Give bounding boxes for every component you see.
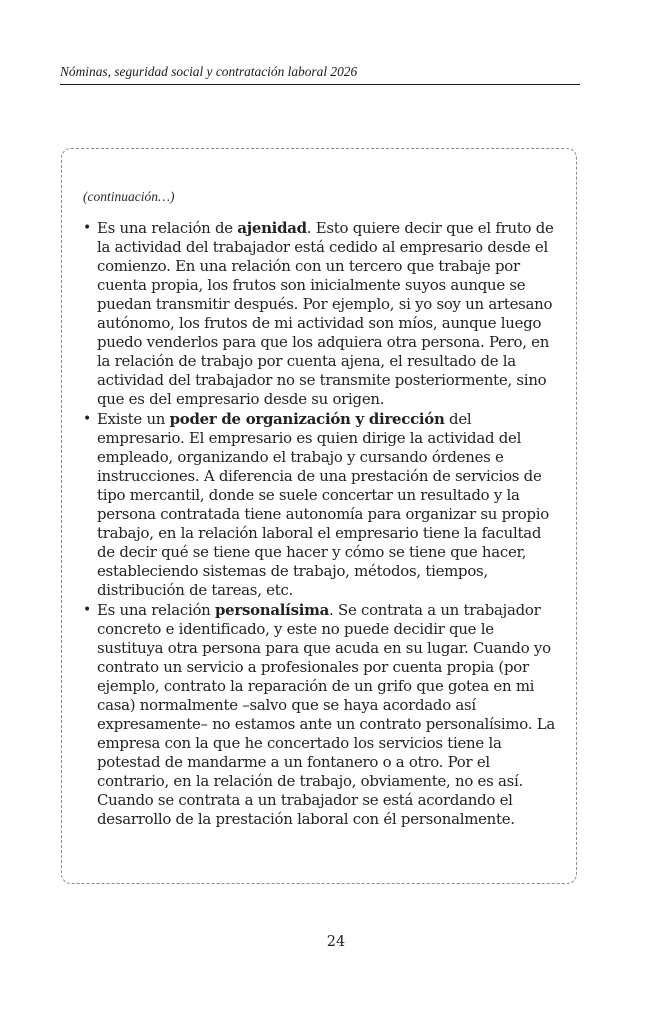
bullet-marker: • <box>83 411 92 427</box>
bullet-term: ajenidad <box>237 219 307 237</box>
running-header: Nóminas, seguridad social y contratación laboral 2026 <box>60 64 358 79</box>
bullet-body: del empresario. El empresario es quien dirige la actividad del empleado, organizando el trabajo y cursando órdenes e instrucciones. A diferencia de una prestación de servicios de tipo mercantil, donde se suele concertar un resultado y la persona contratada tiene autonomía para organizar su propio trabajo, en la relación laboral el empresario tiene la facultad de decir qué se tiene que hacer y cómo se tiene que hacer, estableciendo sistemas de trabajo, métodos, tiempos, distribución de tareas, etc. <box>97 410 549 599</box>
bullet-body: . Se contrata a un trabajador concreto e identificado, y este no puede decidir que le sustituya otra persona para que acuda en su lugar. Cuando yo contrato un servicio a profesionales por cuenta propia (por ejemplo, contrato la reparación de un grifo que gotea en mi casa) normalmente –salvo que se haya acordado así expresamente– no estamos ante un contrato personalísimo. La empresa con la que he concertado los servicios tiene la potestad de mandarme a un fontanero o a otro. Por el contrario, en la relación de trabajo, obviamente, no es así. Cuando se contrata a un trabajador se está acordando el desarrollo de la prestación laboral con él personalmente. <box>97 601 555 828</box>
bullet-marker: • <box>83 220 92 236</box>
bullet-item-personalisima <box>80 601 560 829</box>
bullet-item-poder-organizacion <box>80 410 560 600</box>
bullet-intro: Es una relación de <box>97 219 238 237</box>
bullet-intro: Es una relación <box>97 601 215 619</box>
bullet-body: . Esto quiere decir que el fruto de la actividad del trabajador está cedido al empresario desde el comienzo. En una relación con un tercero que trabaje por cuenta propia, los frutos son inicialmente suyos aunque se puedan transmitir después. Por ejemplo, si yo soy un artesano autónomo, los frutos de mi actividad son míos, aunque luego puedo venderlos para que los adquiera otra persona. Pero, en la relación de trabajo por cuenta ajena, el resultado de la actividad del trabajador no se transmite posteriormente, sino que es del empresario desde su origen. <box>97 219 554 408</box>
bullet-item-ajenidad <box>80 219 560 409</box>
bullet-list <box>80 219 560 830</box>
continuation-label: (continuación…) <box>83 189 175 204</box>
header-rule <box>60 84 580 85</box>
bullet-term: personalísima <box>215 601 330 619</box>
bullet-intro: Existe un <box>97 410 170 428</box>
page-number: 24 <box>326 934 346 950</box>
bullet-marker: • <box>83 602 92 618</box>
bullet-term: poder de organización y dirección <box>169 410 445 428</box>
